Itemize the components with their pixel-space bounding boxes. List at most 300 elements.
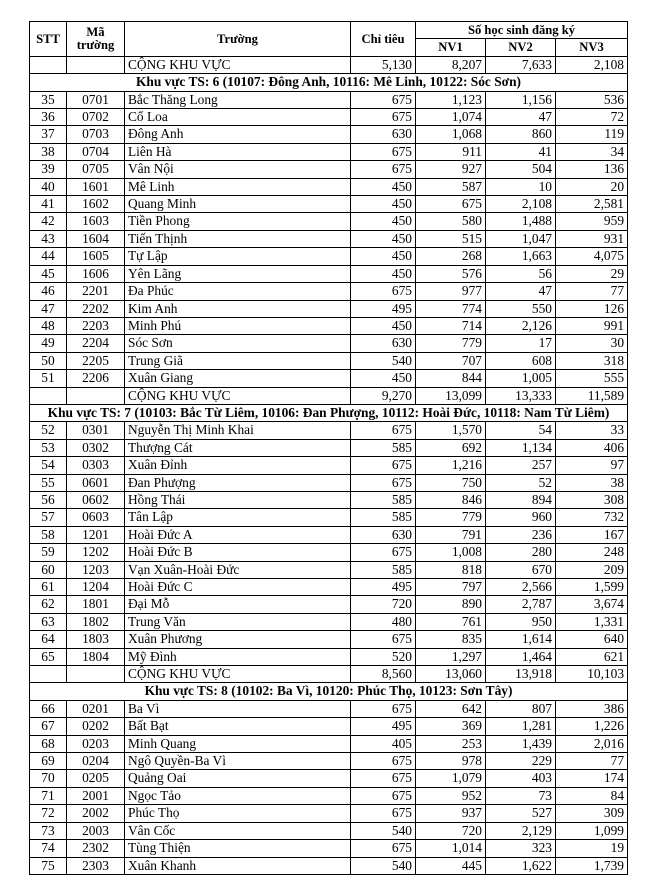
cell-ma-truong: 0205 (67, 770, 125, 787)
table-row (30, 161, 628, 178)
cell-nv2: 13,333 (486, 387, 556, 404)
cell-nv3: 174 (556, 770, 628, 787)
table-row (30, 317, 628, 334)
cell-truong: Thượng Cát (125, 439, 351, 456)
cell-nv1: 978 (416, 753, 486, 770)
cell-nv1: 268 (416, 248, 486, 265)
cell-nv3: 386 (556, 700, 628, 717)
cell-chi-tieu: 675 (351, 474, 416, 491)
cell-nv3: 1,099 (556, 822, 628, 839)
cell-nv3: 119 (556, 126, 628, 143)
table-row (30, 822, 628, 839)
cell-truong: Xuân Đỉnh (125, 457, 351, 474)
cell-nv1: 844 (416, 370, 486, 387)
cell-stt: 69 (30, 753, 67, 770)
cell-truong: Vạn Xuân-Hoài Đức (125, 561, 351, 578)
cell-nv2: 1,134 (486, 439, 556, 456)
cell-chi-tieu: 675 (351, 91, 416, 108)
section-title: Khu vực TS: 7 (10103: Bắc Từ Liêm, 10106: Đan Phượng, 10112: Hoài Đức, 10118: Nam Từ Liêm) (30, 404, 628, 421)
cell-chi-tieu: 675 (351, 770, 416, 787)
cell-truong: Đan Phượng (125, 474, 351, 491)
cell-nv2: 1,005 (486, 370, 556, 387)
cell-truong: Yên Lãng (125, 265, 351, 282)
cell-chi-tieu: 405 (351, 735, 416, 752)
cell-ma-truong: 1601 (67, 178, 125, 195)
cell-nv2: 52 (486, 474, 556, 491)
cell-nv3: 136 (556, 161, 628, 178)
cell-stt: 45 (30, 265, 67, 282)
cell-nv3: 555 (556, 370, 628, 387)
cell-nv1: 774 (416, 300, 486, 317)
cell-chi-tieu: 585 (351, 509, 416, 526)
section-header-row (30, 74, 628, 91)
table-row (30, 561, 628, 578)
cell-truong: Phúc Thọ (125, 805, 351, 822)
cell-truong: Tùng Thiện (125, 840, 351, 857)
cell-ma-truong: 0702 (67, 109, 125, 126)
cell-chi-tieu: 630 (351, 526, 416, 543)
table-row (30, 213, 628, 230)
cell-nv1: 1,068 (416, 126, 486, 143)
cell-nv2: 2,108 (486, 196, 556, 213)
cell-nv1: 642 (416, 700, 486, 717)
cell-ma-truong: 0302 (67, 439, 125, 456)
cell-nv1: 692 (416, 439, 486, 456)
cell-nv2: 47 (486, 283, 556, 300)
cell-stt: 59 (30, 544, 67, 561)
table-row (30, 857, 628, 874)
cell-chi-tieu: 540 (351, 822, 416, 839)
cell-nv1: 1,074 (416, 109, 486, 126)
table-row (30, 700, 628, 717)
table-row (30, 91, 628, 108)
table-row (30, 491, 628, 508)
cell-ma-truong: 0602 (67, 491, 125, 508)
cell-nv3: 1,599 (556, 579, 628, 596)
cell-stt: 60 (30, 561, 67, 578)
cell-truong: Trung Văn (125, 613, 351, 630)
cell-ma-truong: 2206 (67, 370, 125, 387)
cell-ma-truong: 0303 (67, 457, 125, 474)
table-row (30, 613, 628, 630)
table-row (30, 526, 628, 543)
cell-ma-truong: 2003 (67, 822, 125, 839)
header-nv1: NV1 (416, 39, 486, 56)
cell-stt: 63 (30, 613, 67, 630)
cell-nv1: 707 (416, 352, 486, 369)
cell-chi-tieu: 675 (351, 631, 416, 648)
cell-nv3: 84 (556, 787, 628, 804)
table-row (30, 805, 628, 822)
cell-ma-truong: 0703 (67, 126, 125, 143)
cell-nv3: 309 (556, 805, 628, 822)
cell-nv1: 587 (416, 178, 486, 195)
cell-stt: 47 (30, 300, 67, 317)
cell-nv1: 846 (416, 491, 486, 508)
cell-chi-tieu: 675 (351, 787, 416, 804)
cell-chi-tieu: 9,270 (351, 387, 416, 404)
cell-chi-tieu: 675 (351, 805, 416, 822)
cell-chi-tieu: 450 (351, 196, 416, 213)
cell-stt: 39 (30, 161, 67, 178)
cell-nv1: 445 (416, 857, 486, 874)
cell-ma-truong: 0201 (67, 700, 125, 717)
cell-stt (30, 56, 67, 73)
cell-nv2: 17 (486, 335, 556, 352)
cell-nv1: 576 (416, 265, 486, 282)
cell-truong: Cổ Loa (125, 109, 351, 126)
cell-nv2: 47 (486, 109, 556, 126)
cell-chi-tieu: 495 (351, 300, 416, 317)
cell-truong: Bất Bạt (125, 718, 351, 735)
cell-truong: Nguyễn Thị Minh Khai (125, 422, 351, 439)
cell-chi-tieu: 675 (351, 283, 416, 300)
cell-nv3: 1,739 (556, 857, 628, 874)
cell-truong: Hồng Thái (125, 491, 351, 508)
section-header-row (30, 683, 628, 700)
table-row (30, 300, 628, 317)
table-row (30, 648, 628, 665)
cell-chi-tieu: 675 (351, 544, 416, 561)
cell-nv3: 167 (556, 526, 628, 543)
cell-stt: 64 (30, 631, 67, 648)
cell-truong: Minh Quang (125, 735, 351, 752)
cell-ma-truong: 1605 (67, 248, 125, 265)
cell-chi-tieu: 675 (351, 700, 416, 717)
section-title: Khu vực TS: 6 (10107: Đông Anh, 10116: Mê Linh, 10122: Sóc Sơn) (30, 74, 628, 91)
cell-chi-tieu: 540 (351, 352, 416, 369)
cell-nv1: 8,207 (416, 56, 486, 73)
cell-ma-truong: 1204 (67, 579, 125, 596)
cell-ma-truong: 2302 (67, 840, 125, 857)
table-row (30, 544, 628, 561)
cell-nv2: 280 (486, 544, 556, 561)
cell-ma-truong: 0202 (67, 718, 125, 735)
cell-stt: 58 (30, 526, 67, 543)
cell-nv1: 1,297 (416, 648, 486, 665)
cell-nv1: 937 (416, 805, 486, 822)
cell-nv2: 41 (486, 143, 556, 160)
cell-nv1: 797 (416, 579, 486, 596)
cell-chi-tieu: 8,560 (351, 666, 416, 683)
cell-nv1: 714 (416, 317, 486, 334)
cell-nv3: 209 (556, 561, 628, 578)
cell-chi-tieu: 585 (351, 491, 416, 508)
cell-chi-tieu: 5,130 (351, 56, 416, 73)
cell-ma-truong: 1803 (67, 631, 125, 648)
cell-nv3: 406 (556, 439, 628, 456)
cell-ma-truong: 1804 (67, 648, 125, 665)
cell-truong: Sóc Sơn (125, 335, 351, 352)
cell-nv2: 950 (486, 613, 556, 630)
cell-ma-truong: 1603 (67, 213, 125, 230)
cell-chi-tieu: 675 (351, 143, 416, 160)
cell-truong: Trung Giã (125, 352, 351, 369)
cell-chi-tieu: 480 (351, 613, 416, 630)
cell-nv2: 10 (486, 178, 556, 195)
cell-nv3: 732 (556, 509, 628, 526)
cell-nv1: 818 (416, 561, 486, 578)
total-row (30, 56, 628, 73)
table-row (30, 840, 628, 857)
cell-nv1: 580 (416, 213, 486, 230)
cell-nv3: 2,108 (556, 56, 628, 73)
cell-nv2: 504 (486, 161, 556, 178)
cell-nv1: 791 (416, 526, 486, 543)
cell-nv3: 20 (556, 178, 628, 195)
cell-nv3: 72 (556, 109, 628, 126)
cell-nv2: 894 (486, 491, 556, 508)
header-nv2: NV2 (486, 39, 556, 56)
cell-chi-tieu: 450 (351, 178, 416, 195)
cell-nv3: 1,331 (556, 613, 628, 630)
table-row (30, 370, 628, 387)
cell-nv2: 54 (486, 422, 556, 439)
cell-truong: Đông Anh (125, 126, 351, 143)
cell-ma-truong: 1203 (67, 561, 125, 578)
cell-stt: 35 (30, 91, 67, 108)
cell-ma-truong: 1602 (67, 196, 125, 213)
cell-truong: CỘNG KHU VỰC (125, 666, 351, 683)
cell-nv2: 323 (486, 840, 556, 857)
table-row (30, 230, 628, 247)
cell-nv2: 1,488 (486, 213, 556, 230)
cell-nv2: 1,156 (486, 91, 556, 108)
cell-truong: Xuân Phương (125, 631, 351, 648)
cell-ma-truong: 1802 (67, 613, 125, 630)
cell-nv2: 2,566 (486, 579, 556, 596)
cell-chi-tieu: 450 (351, 265, 416, 282)
cell-chi-tieu: 630 (351, 335, 416, 352)
cell-nv3: 97 (556, 457, 628, 474)
header-ma-truong (67, 22, 125, 57)
cell-stt: 44 (30, 248, 67, 265)
cell-truong: Hoài Đức B (125, 544, 351, 561)
cell-ma-truong: 2204 (67, 335, 125, 352)
cell-chi-tieu: 585 (351, 439, 416, 456)
cell-ma-truong: 1606 (67, 265, 125, 282)
cell-nv1: 515 (416, 230, 486, 247)
cell-stt: 65 (30, 648, 67, 665)
cell-nv2: 1,464 (486, 648, 556, 665)
cell-nv3: 77 (556, 753, 628, 770)
cell-nv1: 13,099 (416, 387, 486, 404)
cell-stt: 57 (30, 509, 67, 526)
table-row (30, 265, 628, 282)
cell-stt: 41 (30, 196, 67, 213)
cell-stt: 52 (30, 422, 67, 439)
cell-chi-tieu: 450 (351, 230, 416, 247)
cell-truong: Quang Minh (125, 196, 351, 213)
cell-nv2: 960 (486, 509, 556, 526)
cell-ma-truong: 0601 (67, 474, 125, 491)
cell-chi-tieu: 520 (351, 648, 416, 665)
cell-truong: Tân Lập (125, 509, 351, 526)
cell-ma-truong: 0701 (67, 91, 125, 108)
table-row (30, 143, 628, 160)
cell-truong: Mỹ Đình (125, 648, 351, 665)
header-so-hoc-sinh: Số học sinh đăng ký (416, 22, 628, 39)
table-row (30, 596, 628, 613)
cell-nv1: 1,079 (416, 770, 486, 787)
table-row (30, 753, 628, 770)
header-truong: Trường (125, 22, 351, 57)
cell-nv2: 257 (486, 457, 556, 474)
cell-nv2: 236 (486, 526, 556, 543)
cell-stt: 56 (30, 491, 67, 508)
table-row (30, 178, 628, 195)
cell-nv3: 4,075 (556, 248, 628, 265)
table-row (30, 248, 628, 265)
cell-truong: Bắc Thăng Long (125, 91, 351, 108)
cell-stt: 55 (30, 474, 67, 491)
cell-truong: Hoài Đức A (125, 526, 351, 543)
cell-stt: 36 (30, 109, 67, 126)
cell-nv3: 29 (556, 265, 628, 282)
cell-nv3: 2,581 (556, 196, 628, 213)
cell-truong: Quảng Oai (125, 770, 351, 787)
cell-nv3: 536 (556, 91, 628, 108)
cell-nv2: 1,622 (486, 857, 556, 874)
cell-nv1: 977 (416, 283, 486, 300)
header-chi-tieu: Chỉ tiêu (351, 22, 416, 57)
cell-nv2: 1,614 (486, 631, 556, 648)
cell-stt: 42 (30, 213, 67, 230)
table-row (30, 109, 628, 126)
cell-stt: 73 (30, 822, 67, 839)
table-row (30, 718, 628, 735)
cell-ma-truong: 1604 (67, 230, 125, 247)
cell-nv2: 13,918 (486, 666, 556, 683)
cell-stt: 75 (30, 857, 67, 874)
cell-chi-tieu: 675 (351, 753, 416, 770)
cell-ma-truong: 2303 (67, 857, 125, 874)
cell-chi-tieu: 585 (351, 561, 416, 578)
cell-nv3: 248 (556, 544, 628, 561)
header-nv3: NV3 (556, 39, 628, 56)
cell-nv2: 1,663 (486, 248, 556, 265)
cell-nv3: 33 (556, 422, 628, 439)
cell-nv3: 34 (556, 143, 628, 160)
cell-chi-tieu: 675 (351, 840, 416, 857)
cell-ma-truong: 2201 (67, 283, 125, 300)
cell-stt: 50 (30, 352, 67, 369)
cell-chi-tieu: 450 (351, 213, 416, 230)
cell-nv2: 1,047 (486, 230, 556, 247)
cell-nv1: 952 (416, 787, 486, 804)
cell-ma-truong: 2205 (67, 352, 125, 369)
cell-nv3: 621 (556, 648, 628, 665)
cell-chi-tieu: 720 (351, 596, 416, 613)
cell-ma-truong (67, 387, 125, 404)
cell-stt: 40 (30, 178, 67, 195)
cell-chi-tieu: 450 (351, 248, 416, 265)
cell-chi-tieu: 495 (351, 579, 416, 596)
cell-nv1: 1,123 (416, 91, 486, 108)
table-row (30, 770, 628, 787)
cell-stt: 74 (30, 840, 67, 857)
cell-nv1: 720 (416, 822, 486, 839)
cell-ma-truong (67, 56, 125, 73)
cell-ma-truong: 1202 (67, 544, 125, 561)
cell-nv3: 77 (556, 283, 628, 300)
cell-nv1: 927 (416, 161, 486, 178)
cell-nv2: 807 (486, 700, 556, 717)
cell-nv3: 640 (556, 631, 628, 648)
cell-truong: Đại Mỗ (125, 596, 351, 613)
table-row (30, 631, 628, 648)
cell-truong: Ngọc Tảo (125, 787, 351, 804)
cell-nv3: 308 (556, 491, 628, 508)
cell-stt: 67 (30, 718, 67, 735)
table-row (30, 335, 628, 352)
cell-truong: CỘNG KHU VỰC (125, 387, 351, 404)
cell-nv3: 30 (556, 335, 628, 352)
cell-nv3: 10,103 (556, 666, 628, 683)
table-row (30, 579, 628, 596)
cell-nv3: 318 (556, 352, 628, 369)
section-header-row (30, 404, 628, 421)
cell-nv1: 911 (416, 143, 486, 160)
cell-nv2: 550 (486, 300, 556, 317)
cell-nv1: 750 (416, 474, 486, 491)
cell-truong: Xuân Giang (125, 370, 351, 387)
cell-ma-truong: 0203 (67, 735, 125, 752)
cell-truong: Tiến Thịnh (125, 230, 351, 247)
cell-nv2: 860 (486, 126, 556, 143)
cell-nv3: 2,016 (556, 735, 628, 752)
cell-chi-tieu: 675 (351, 109, 416, 126)
cell-truong: Vân Nội (125, 161, 351, 178)
cell-chi-tieu: 675 (351, 457, 416, 474)
cell-nv1: 1,014 (416, 840, 486, 857)
cell-nv3: 3,674 (556, 596, 628, 613)
cell-nv2: 527 (486, 805, 556, 822)
cell-truong: Minh Phú (125, 317, 351, 334)
cell-stt: 46 (30, 283, 67, 300)
cell-ma-truong (67, 666, 125, 683)
cell-nv3: 991 (556, 317, 628, 334)
cell-stt (30, 387, 67, 404)
table-row (30, 787, 628, 804)
cell-ma-truong: 0704 (67, 143, 125, 160)
cell-chi-tieu: 450 (351, 317, 416, 334)
cell-truong: Ngô Quyền-Ba Vì (125, 753, 351, 770)
cell-chi-tieu: 675 (351, 422, 416, 439)
cell-stt: 43 (30, 230, 67, 247)
cell-stt: 66 (30, 700, 67, 717)
cell-nv2: 608 (486, 352, 556, 369)
cell-nv3: 19 (556, 840, 628, 857)
cell-ma-truong: 1801 (67, 596, 125, 613)
cell-nv2: 229 (486, 753, 556, 770)
cell-stt: 51 (30, 370, 67, 387)
cell-truong: Tiền Phong (125, 213, 351, 230)
cell-ma-truong: 0705 (67, 161, 125, 178)
cell-nv3: 1,226 (556, 718, 628, 735)
cell-chi-tieu: 495 (351, 718, 416, 735)
table-row (30, 474, 628, 491)
cell-truong: Liên Hà (125, 143, 351, 160)
cell-nv3: 959 (556, 213, 628, 230)
cell-ma-truong: 2202 (67, 300, 125, 317)
cell-truong: Vân Cốc (125, 822, 351, 839)
table-row (30, 439, 628, 456)
table-row (30, 457, 628, 474)
cell-stt: 53 (30, 439, 67, 456)
cell-nv1: 890 (416, 596, 486, 613)
cell-nv2: 403 (486, 770, 556, 787)
